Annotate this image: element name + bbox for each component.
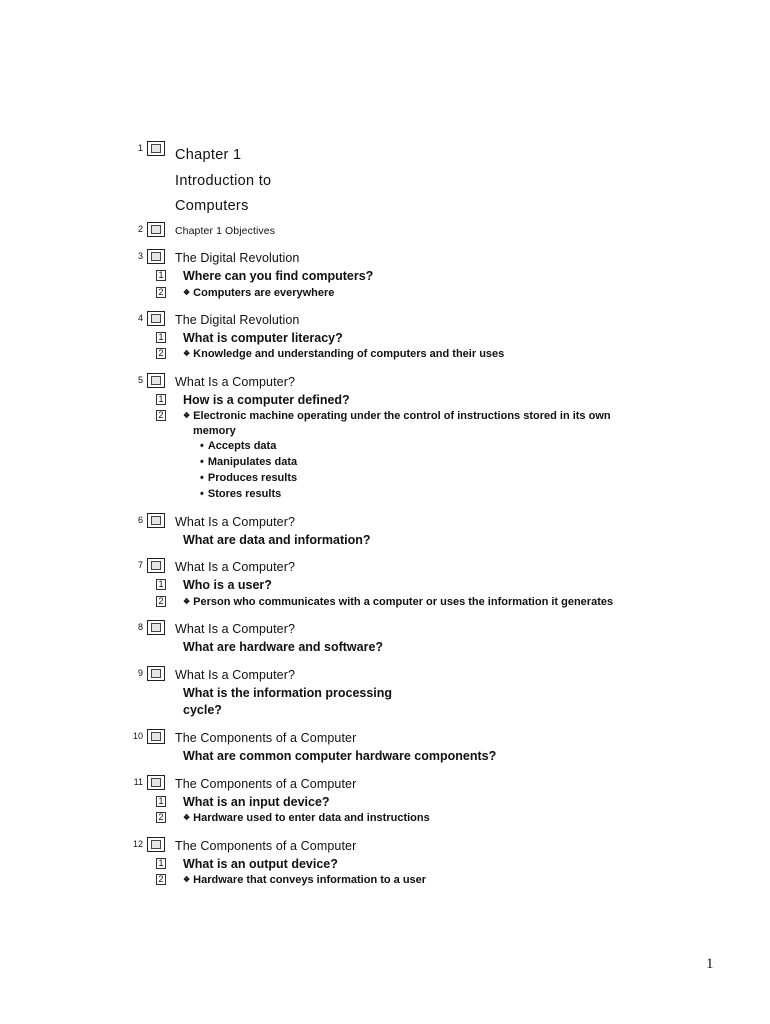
- slide-thumbnail-icon[interactable]: [147, 837, 165, 852]
- outline-level-box: 2: [156, 596, 166, 607]
- slide-answer: [183, 286, 334, 301]
- slide-answer: [183, 811, 430, 826]
- outline-level-box: 1: [156, 394, 166, 405]
- outline-level-box: 1: [156, 332, 166, 343]
- outline-level-box: 2: [156, 348, 166, 359]
- slide-question: What is an input device?: [183, 795, 330, 809]
- slide-thumbnail-icon[interactable]: [147, 558, 165, 573]
- diamond-bullet-icon: ❖: [183, 349, 191, 358]
- diamond-bullet-icon: ❖: [183, 411, 191, 420]
- diamond-bullet-icon: ❖: [183, 597, 191, 606]
- diamond-bullet-icon: ❖: [183, 813, 191, 822]
- slide-thumbnail-icon[interactable]: [147, 620, 165, 635]
- dot-bullet-icon: •: [200, 488, 204, 500]
- slide-title: The Components of a Computer: [175, 731, 357, 745]
- slide-number: 10: [132, 731, 143, 741]
- slide-number: 2: [137, 224, 143, 234]
- outline-level-box: 1: [156, 796, 166, 807]
- slide-number: 4: [137, 313, 143, 323]
- slide-thumbnail-icon[interactable]: [147, 141, 165, 156]
- slide-number: 3: [137, 251, 143, 261]
- answer-text: Person who communicates with a computer or uses the information it generates: [193, 596, 614, 608]
- slide-answer: [183, 347, 504, 362]
- title-line: Introduction to: [175, 172, 272, 189]
- slide-number: 5: [137, 375, 143, 385]
- slide-question: What are data and information?: [183, 533, 371, 547]
- dot-bullet-icon: •: [200, 472, 204, 484]
- outline-level-box: 2: [156, 874, 166, 885]
- slide-title: What Is a Computer?: [175, 668, 296, 682]
- slide-question: What is the information processing: [183, 686, 393, 700]
- slide-number: 8: [137, 622, 143, 632]
- slide-question: Where can you find computers?: [183, 269, 374, 283]
- slide-question: What are common computer hardware components?: [183, 749, 497, 763]
- diamond-bullet-icon: ❖: [183, 288, 191, 297]
- slide-number: 6: [137, 515, 143, 525]
- slide-answer: [183, 873, 426, 888]
- diamond-bullet-icon: ❖: [183, 875, 191, 884]
- bullet-text: Produces results: [207, 472, 298, 484]
- slide-thumbnail-icon[interactable]: [147, 513, 165, 528]
- outline-level-box: 2: [156, 410, 166, 421]
- slide-thumbnail-icon[interactable]: [147, 729, 165, 744]
- dot-bullet-icon: •: [200, 456, 204, 468]
- page-number: 1: [706, 956, 714, 972]
- slide-number: 7: [137, 560, 143, 570]
- slide-question: Who is a user?: [183, 578, 272, 592]
- answer-text: Knowledge and understanding of computers and their uses: [193, 348, 505, 360]
- slide-thumbnail-icon[interactable]: [147, 222, 165, 237]
- slide-answer: [183, 595, 613, 610]
- slide-title: What Is a Computer?: [175, 622, 296, 636]
- dot-bullet-icon: •: [200, 440, 204, 452]
- bullet-text: Stores results: [207, 488, 282, 500]
- outline-level-box: 2: [156, 287, 166, 298]
- slide-question: What is computer literacy?: [183, 331, 343, 345]
- slide-title: Chapter 1 Objectives: [175, 225, 276, 237]
- slide-title: What Is a Computer?: [175, 375, 296, 389]
- slide-number: 1: [137, 143, 143, 153]
- slide-question: What are hardware and software?: [183, 640, 384, 654]
- slide-title: The Digital Revolution: [175, 251, 300, 265]
- bullet-item: [200, 439, 276, 453]
- answer-text: Computers are everywhere: [193, 287, 335, 299]
- title-line: Computers: [175, 198, 249, 214]
- answer-text: Hardware that conveys information to a user: [193, 874, 427, 886]
- bullet-item: [200, 487, 281, 501]
- slide-thumbnail-icon[interactable]: [147, 373, 165, 388]
- slide-title: [175, 143, 271, 220]
- outline-level-box: 1: [156, 270, 166, 281]
- slide-thumbnail-icon[interactable]: [147, 249, 165, 264]
- slide-question: How is a computer defined?: [183, 393, 350, 407]
- outline-level-box: 1: [156, 579, 166, 590]
- slide-title: What Is a Computer?: [175, 560, 296, 574]
- bullet-text: Manipulates data: [207, 456, 298, 468]
- outline-level-box: 1: [156, 858, 166, 869]
- answer-text: Hardware used to enter data and instructions: [193, 812, 430, 824]
- slide-number: 11: [133, 777, 143, 787]
- answer-text: Electronic machine operating under the control of instructions stored in its own: [193, 410, 611, 422]
- slide-title: The Components of a Computer: [175, 777, 357, 791]
- slide-number: 12: [132, 839, 143, 849]
- slide-question: What is an output device?: [183, 857, 338, 871]
- slide-title: What Is a Computer?: [175, 515, 296, 529]
- slide-thumbnail-icon[interactable]: [147, 775, 165, 790]
- bullet-item: [200, 471, 297, 485]
- bullet-item: [200, 455, 297, 469]
- slide-answer-continued: memory: [193, 425, 236, 437]
- slide-question-continued: cycle?: [183, 703, 222, 717]
- slide-number: 9: [137, 668, 143, 678]
- slide-title: The Components of a Computer: [175, 839, 357, 853]
- slide-thumbnail-icon[interactable]: [147, 666, 165, 681]
- slide-thumbnail-icon[interactable]: [147, 311, 165, 326]
- title-line: Chapter 1: [175, 147, 242, 163]
- outline-level-box: 2: [156, 812, 166, 823]
- slide-title: The Digital Revolution: [175, 313, 300, 327]
- slide-answer: [183, 409, 611, 424]
- bullet-text: Accepts data: [207, 440, 277, 452]
